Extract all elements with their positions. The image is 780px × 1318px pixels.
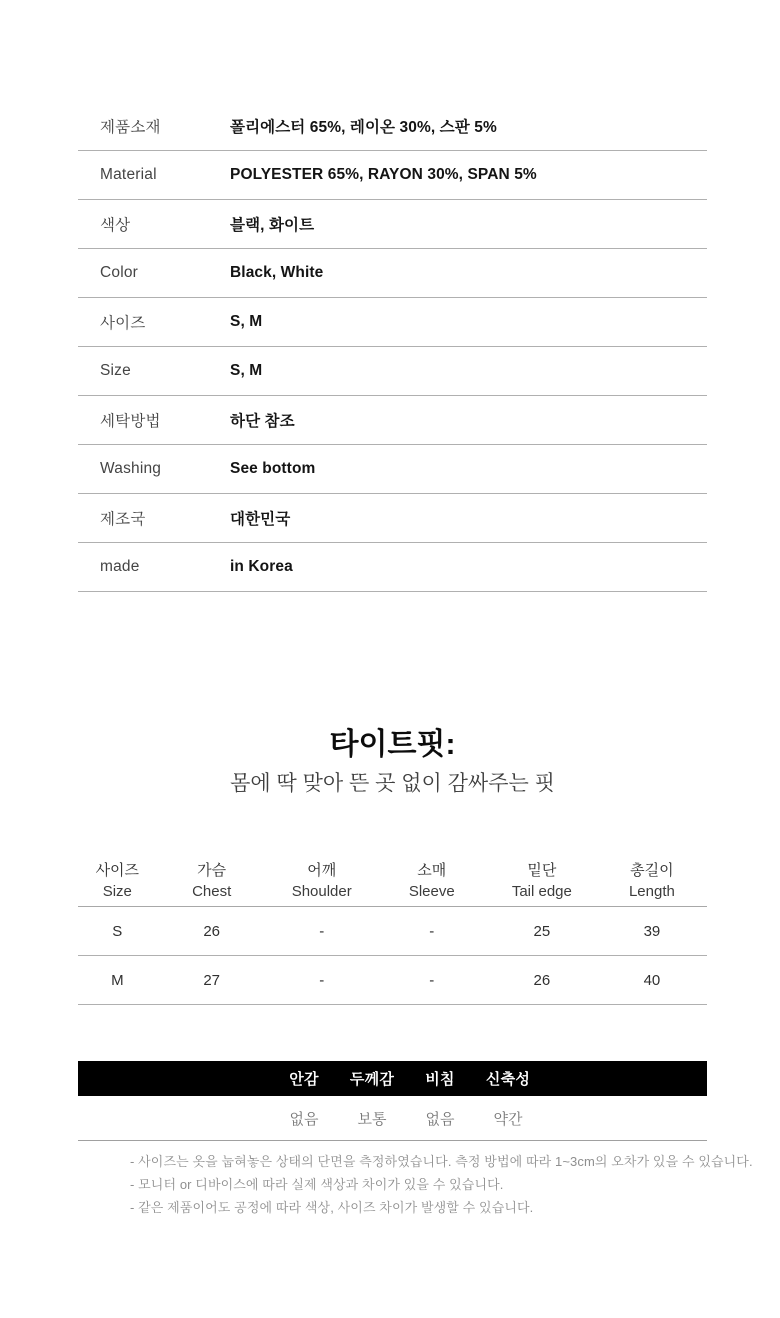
spec-label: Washing [100,460,162,477]
size-col-header-size [78,860,157,902]
spec-value: POLYESTER 65%, RAYON 30%, SPAN 5% [230,166,537,183]
spec-row-washing-ko [78,396,707,445]
size-col-header-en: Chest [192,883,232,900]
size-cell: - [429,922,435,940]
spec-value: See bottom [230,460,316,477]
size-measurement-table [78,856,707,1005]
note-line: - 같은 제품이어도 공정에 따라 색상, 사이즈 차이가 발생할 수 있습니다. [130,1200,534,1215]
spec-label: 세탁방법 [100,413,161,430]
fabric-values-row [78,1096,707,1141]
spec-row-color-en [78,249,707,298]
spec-label: 제품소재 [100,119,161,136]
size-cell: - [319,971,325,989]
spec-label: 사이즈 [100,315,146,332]
measurement-notes [78,1150,753,1219]
spec-label: Size [100,362,131,379]
size-cell: 26 [533,971,551,989]
note-line: - 모니터 or 디바이스에 따라 실제 색상과 차이가 있을 수 있습니다. [130,1177,504,1192]
size-cell: M [111,971,124,989]
spec-row-material-en [78,151,707,200]
size-col-header-en: Shoulder [291,883,352,900]
spec-label: made [100,558,140,575]
size-col-header-en: Length [628,883,675,900]
spec-row-material-ko [78,102,707,151]
fit-description-block [78,726,707,799]
spec-value: in Korea [230,558,293,575]
spec-value: 블랙, 화이트 [230,217,315,234]
size-cell: 39 [643,922,661,940]
spec-value: 대한민국 [230,511,291,528]
size-col-header-ko: 사이즈 [95,862,140,879]
fabric-header-thickness: 두께감 [349,1071,395,1088]
spec-row-washing-en [78,445,707,494]
size-col-header-ko: 어깨 [307,862,337,879]
fabric-value-thickness: 보통 [357,1110,387,1128]
size-cell: 40 [643,971,661,989]
fabric-properties-table [78,1061,707,1141]
fabric-value-stretch: 약간 [493,1110,523,1128]
size-col-header-tail-edge [487,860,597,902]
size-row-s [78,907,707,956]
product-info-content [78,0,753,1219]
spec-value: S, M [230,313,263,330]
size-cell: S [112,922,123,940]
fabric-header-sheerness: 비침 [425,1071,455,1088]
spec-label: 색상 [100,217,131,234]
spec-row-size-en [78,347,707,396]
fabric-header-lining: 안감 [289,1071,319,1088]
size-col-header-sleeve [377,860,487,902]
fabric-header-bar [78,1061,707,1096]
spec-row-size-ko [78,298,707,347]
spec-label: Material [100,166,157,183]
spec-value: S, M [230,362,263,379]
spec-row-origin-en [78,543,707,592]
size-row-m [78,956,707,1005]
size-col-header-ko: 총길이 [630,862,674,879]
size-col-header-ko: 밑단 [527,862,557,879]
size-col-header-chest [157,860,267,902]
size-cell: 26 [203,922,220,940]
fabric-header-stretch: 신축성 [485,1071,531,1088]
size-table-header [78,856,707,907]
size-col-header-en: Size [102,883,132,900]
note-line: - 사이즈는 옷을 눕혀놓은 상태의 단면을 측정하였습니다. 측정 방법에 따라 1~3cm의 오차가 있을 수 있습니다. [130,1154,753,1169]
size-cell: - [429,971,435,989]
size-cell: 27 [203,971,220,989]
size-col-header-en: Sleeve [408,883,455,900]
product-spec-table [78,102,707,592]
spec-row-origin-ko [78,494,707,543]
fabric-value-sheerness: 없음 [425,1110,455,1128]
size-cell: 25 [533,922,551,940]
spec-value: Black, White [230,264,324,281]
spec-label: Color [100,264,139,281]
size-col-header-en: Tail edge [511,883,572,900]
size-col-header-ko: 가슴 [197,862,227,879]
spec-value: 폴리에스터 65%, 레이온 30%, 스판 5% [230,119,497,136]
fit-subtitle: 몸에 딱 맞아 뜬 곳 없이 감싸주는 핏 [230,772,555,795]
spec-label: 제조국 [100,511,146,528]
size-col-header-length [597,860,707,902]
spec-value: 하단 참조 [230,413,295,430]
size-col-header-shoulder [267,860,377,902]
spec-row-color-ko [78,200,707,249]
fit-title: 타이트핏: [329,728,456,761]
size-cell: - [319,922,325,940]
size-col-header-ko: 소매 [417,862,447,879]
fabric-value-lining: 없음 [289,1110,319,1128]
